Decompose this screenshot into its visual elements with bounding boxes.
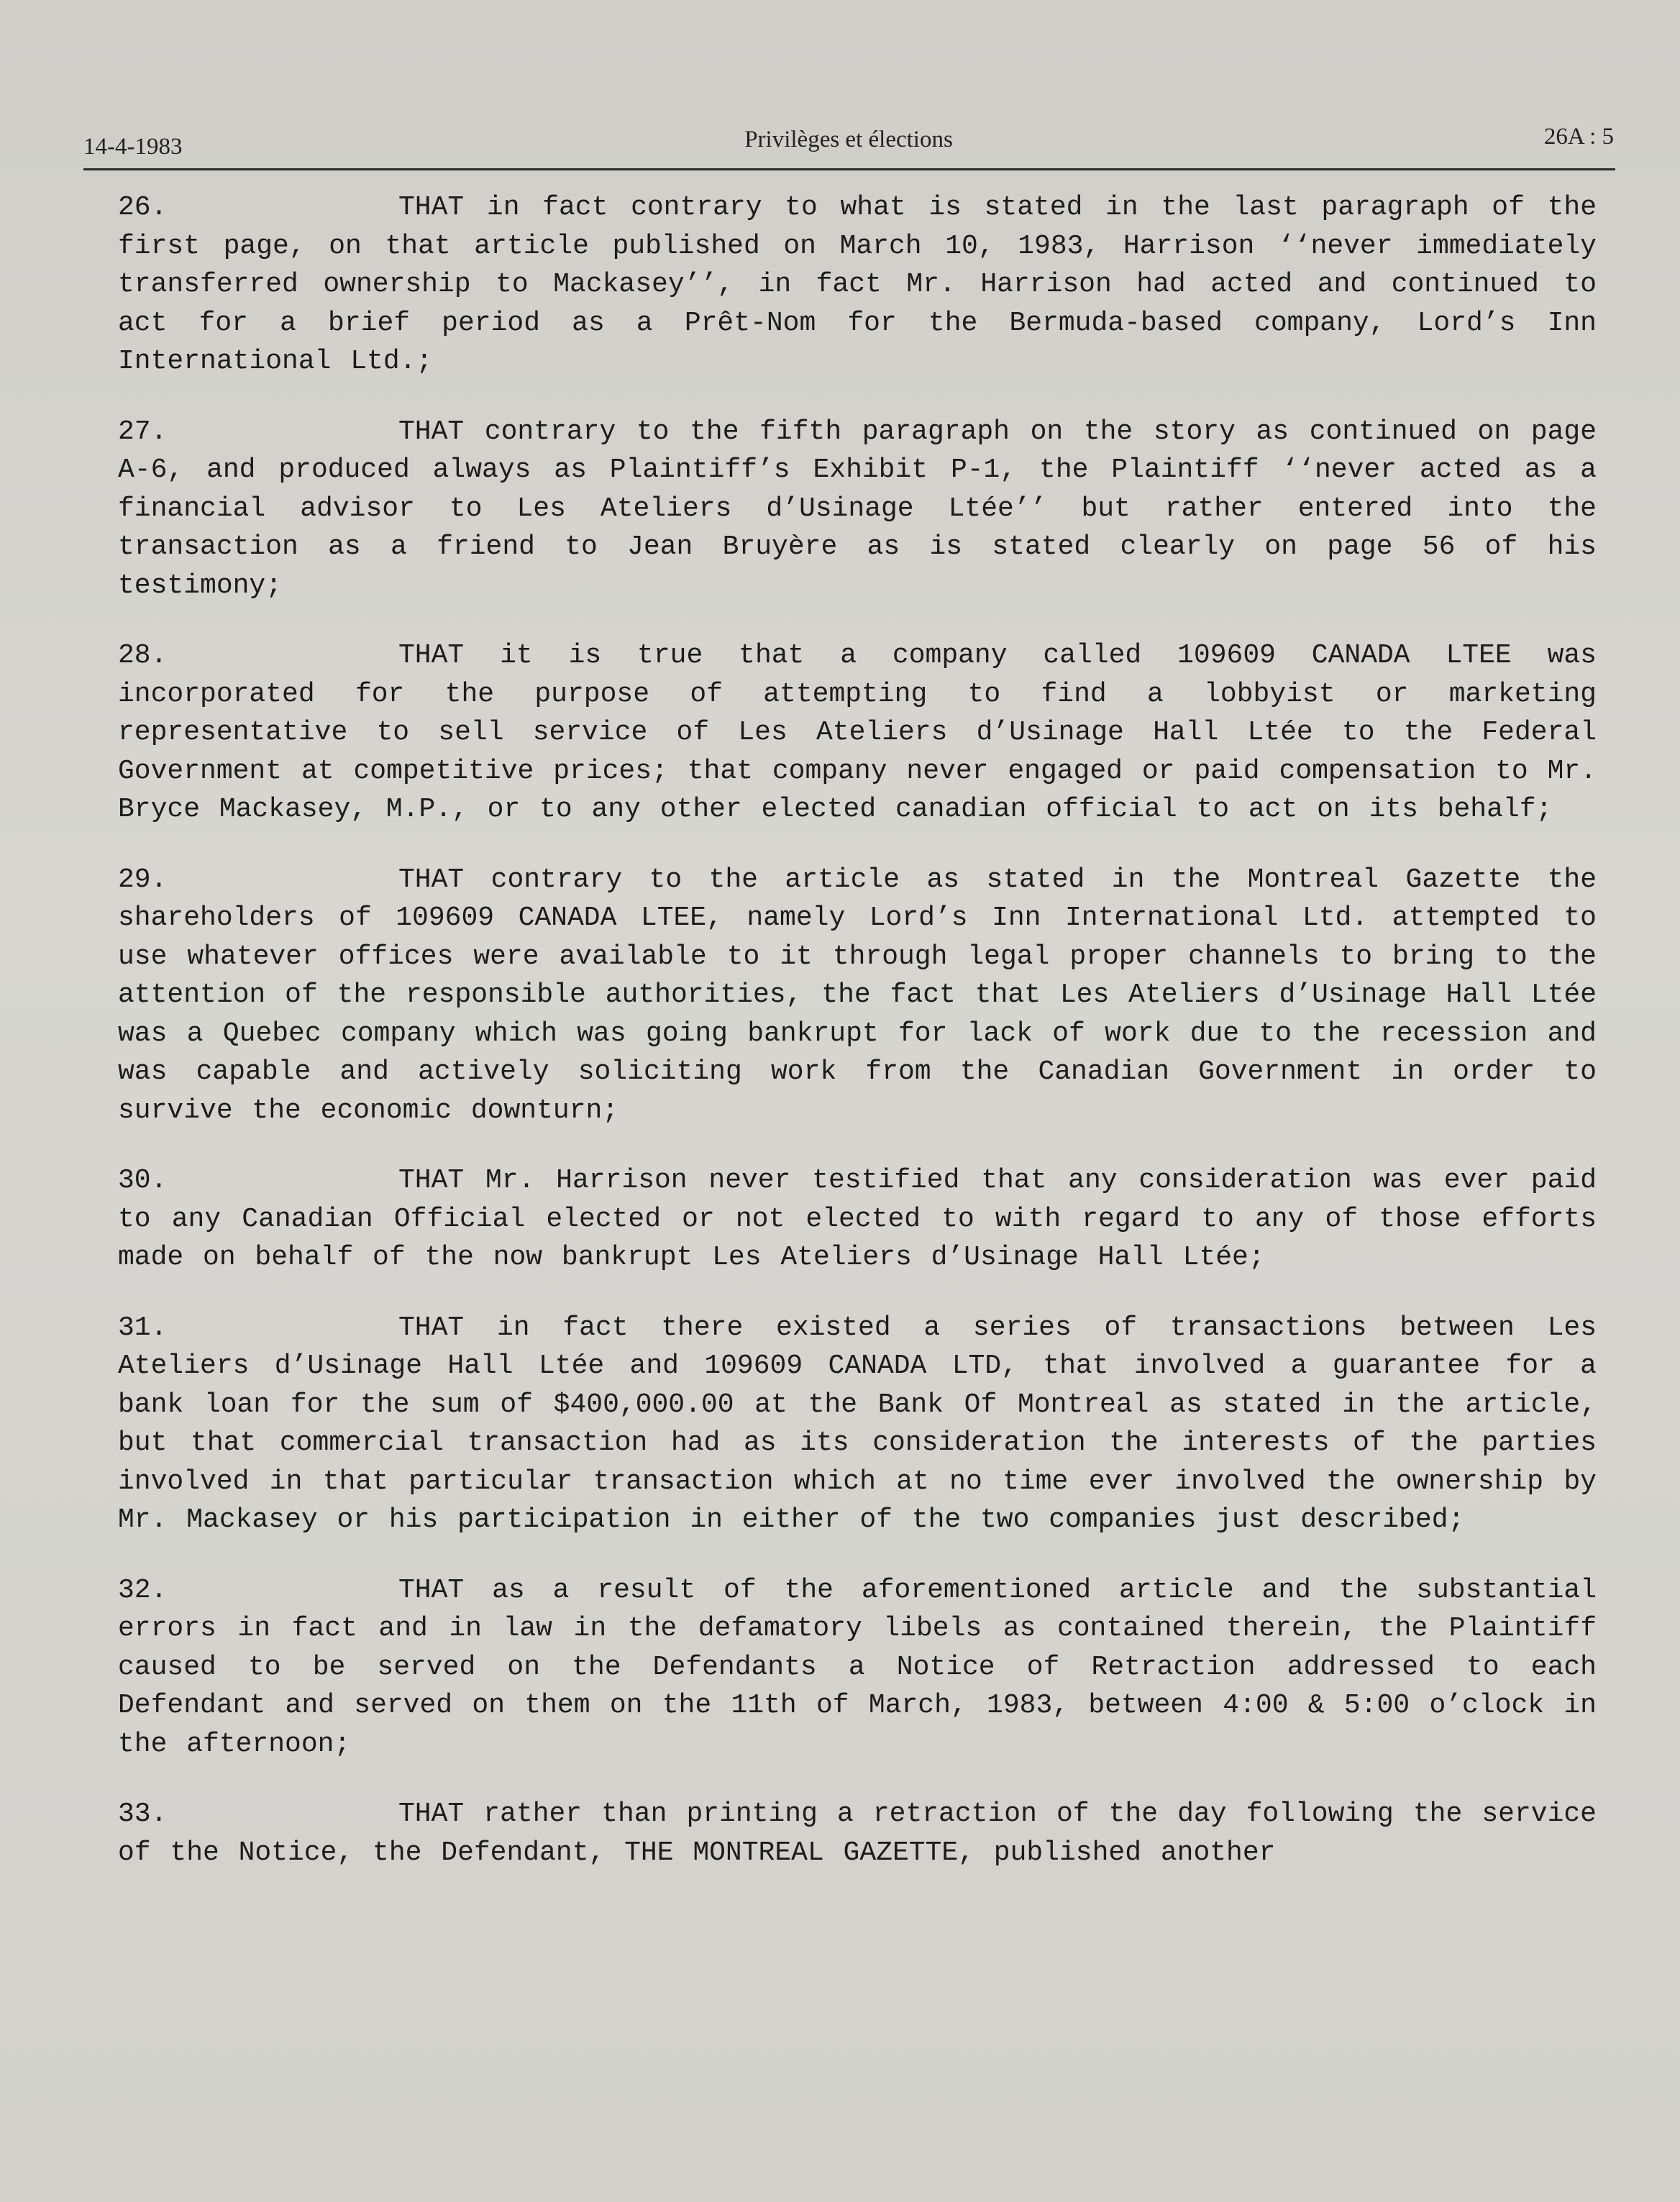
paragraph-28 (118, 636, 1597, 829)
header-date: 14-4-1983 (83, 134, 183, 160)
paragraph-29 (118, 861, 1597, 1130)
paragraph-text: THAT in fact contrary to what is stated in the last paragraph of the first page, on that article published on March 10, 1983, Harrison ‘‘never immediately transferred ownership to Mackasey’’, in fact Mr. Harrison had acted and continued to act for a brief period as a Prêt-Nom for the Bermuda-based company, Lord’s Inn International Ltd.; (118, 192, 1597, 377)
paragraph-text: THAT contrary to the article as stated in the Montreal Gazette the shareholders of 109609 CANADA LTEE, namely Lord’s Inn International Ltd. attempted to use whatever offices were available to it through legal proper channels to bring to the attention of the responsible authorities, the fact that Les Ateliers d’Usinage Hall Ltée was a Quebec company which was going bankrupt for lack of work due to the recession and was capable and actively soliciting work from the Canadian Government in order to survive the economic downturn; (118, 864, 1597, 1126)
paragraph-number: 26. (118, 192, 168, 223)
paragraph-number: 32. (118, 1574, 168, 1606)
paragraph-30 (118, 1161, 1597, 1277)
paragraph-number: 28. (118, 640, 168, 671)
paragraph-number: 33. (118, 1799, 168, 1829)
paragraph-number: 31. (118, 1312, 168, 1343)
paragraph-number: 27. (118, 416, 168, 447)
paragraph-text: THAT rather than printing a retraction of the day following the service of the Notice, the Defendant, THE MONTREAL GAZETTE, published another (118, 1799, 1597, 1868)
paragraph-text: THAT as a result of the aforementioned article and the substantial errors in fact and in law in the defamatory libels as contained therein, the Plaintiff caused to be served on the Defendants a Notice of Retraction addressed to each Defendant and served on them on the 11th of March, 1983, between 4:00 & 5:00 o’clock in the afternoon; (118, 1574, 1597, 1760)
document-body (118, 188, 1597, 1904)
paragraph-number: 30. (118, 1165, 168, 1196)
paragraph-text: THAT contrary to the fifth paragraph on the story as continued on page A-6, and produced always as Plaintiff’s Exhibit P-1, the Plaintiff ‘‘never acted as a financial advisor to Les Ateliers d’Usinage Ltée’’ but rather entered into the transaction as a friend to Jean Bruyère as is stated clearly on page 56 of his testimony; (118, 416, 1597, 601)
paragraph-26 (118, 188, 1597, 381)
paragraph-32 (118, 1571, 1597, 1764)
header-title: Privilèges et élections (744, 127, 953, 152)
page-header (83, 121, 1614, 164)
paragraph-text: THAT Mr. Harrison never testified that any consideration was ever paid to any Canadian Official elected or not elected to with regard to any of those efforts made on behalf of the now bankrupt Les Ateliers d’Usinage Hall Ltée; (118, 1165, 1597, 1273)
paragraph-number: 29. (118, 864, 168, 895)
paragraph-text: THAT in fact there existed a series of transactions between Les Ateliers d’Usinage Hall Ltée and 109609 CANADA LTD, that involved a guarantee for a bank loan for the sum of $400,000.00 at the Bank Of Montreal as stated in the article, but that commercial transaction had as its consideration the interests of the parties involved in that particular transaction which at no time ever involved the ownership by Mr. Mackasey or his participation in either of the two companies just described; (118, 1312, 1597, 1535)
paragraph-27 (118, 413, 1597, 606)
paragraph-33 (118, 1795, 1597, 1872)
header-page-number: 26A : 5 (1543, 124, 1614, 150)
paragraph-31 (118, 1309, 1597, 1540)
paragraph-text: THAT it is true that a company called 109609 CANADA LTEE was incorporated for the purpose of attempting to find a lobbyist or marketing representative to sell service of Les Ateliers d’Usinage Hall Ltée to the Federal Government at competitive prices; that company never engaged or paid compensation to Mr. Bryce Mackasey, M.P., or to any other elected canadian official to act on its behalf; (118, 640, 1597, 825)
header-rule (83, 168, 1615, 170)
